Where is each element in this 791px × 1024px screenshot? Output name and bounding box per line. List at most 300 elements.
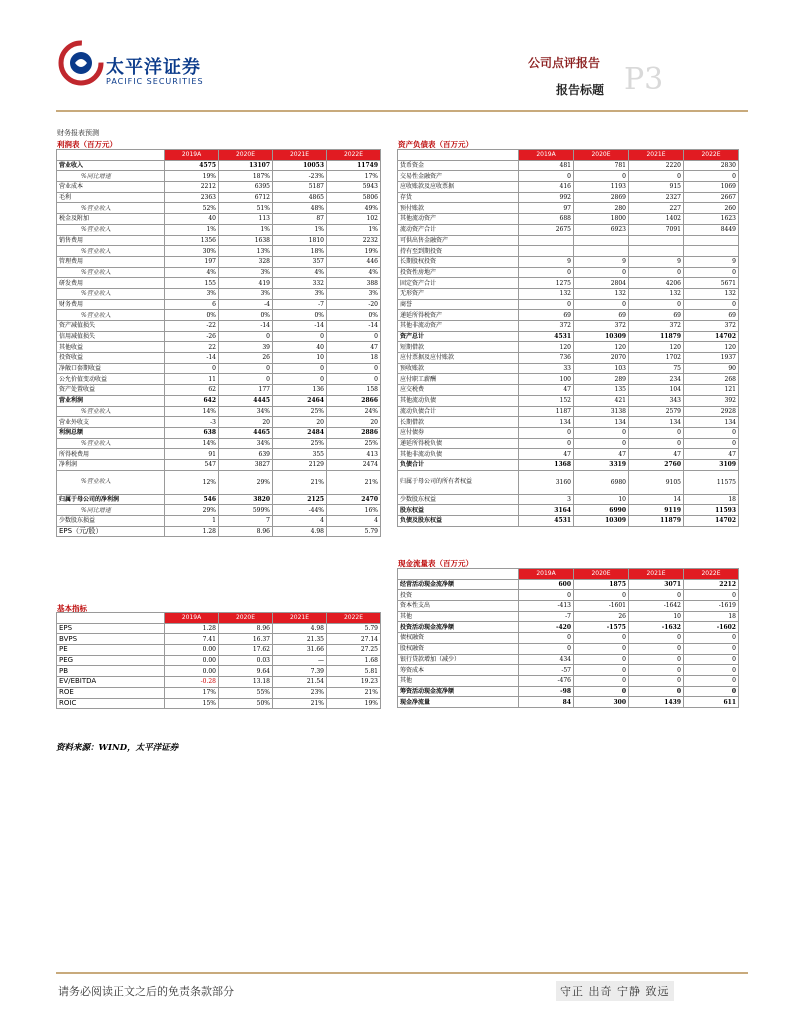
table-row xyxy=(398,385,739,396)
row-value: 18 xyxy=(684,494,739,505)
row-value: 3% xyxy=(273,288,327,299)
table-row xyxy=(398,203,739,214)
table-row xyxy=(398,310,739,321)
row-value: 197 xyxy=(165,256,219,267)
row-value: -14 xyxy=(219,321,273,332)
row-value: 5943 xyxy=(327,182,381,193)
row-value: 0 xyxy=(574,171,629,182)
page-number: P3 xyxy=(624,62,664,97)
row-label: 销售费用 xyxy=(57,235,165,246)
row-value: -413 xyxy=(519,601,574,612)
row-value: 132 xyxy=(629,288,684,299)
table-row xyxy=(398,406,739,417)
row-value xyxy=(574,235,629,246)
table-row xyxy=(398,331,739,342)
row-value: 18% xyxy=(273,246,327,257)
row-value: 1810 xyxy=(273,235,327,246)
row-value: 2869 xyxy=(574,192,629,203)
table-row xyxy=(57,687,381,698)
logo-chinese-name: 太平洋证券 xyxy=(106,57,201,78)
row-value: 0 xyxy=(629,267,684,278)
row-value: 0 xyxy=(574,654,629,665)
row-label: 资产减值损失 xyxy=(57,321,165,332)
row-value: 50% xyxy=(219,698,273,709)
row-value: 47 xyxy=(574,449,629,460)
table-row xyxy=(57,256,381,267)
row-value: 1193 xyxy=(574,182,629,193)
row-label: 预付账款 xyxy=(398,203,519,214)
row-value: 688 xyxy=(519,214,574,225)
row-value: 1.28 xyxy=(165,526,219,537)
row-value: 13.18 xyxy=(219,677,273,688)
row-value: 3% xyxy=(327,288,381,299)
row-value: 155 xyxy=(165,278,219,289)
row-value: 781 xyxy=(574,160,629,171)
table-header-row xyxy=(57,613,381,624)
table-row xyxy=(57,655,381,666)
row-value: 300 xyxy=(574,697,629,708)
row-label: 投资收益 xyxy=(57,353,165,364)
row-label: 其他 xyxy=(398,611,519,622)
row-value: 7 xyxy=(219,516,273,527)
row-value: 0.00 xyxy=(165,645,219,656)
row-label: 利润总额 xyxy=(57,427,165,438)
column-header: 2021E xyxy=(629,150,684,161)
row-value: 11 xyxy=(165,374,219,385)
cashflow-title: 现金流量表（百万元） xyxy=(398,559,473,568)
column-header: 2022E xyxy=(684,569,739,580)
row-label: %营业收入 xyxy=(57,288,165,299)
row-label: %营业收入 xyxy=(57,310,165,321)
row-value: 372 xyxy=(519,321,574,332)
row-value: 992 xyxy=(519,192,574,203)
row-value: 4575 xyxy=(165,160,219,171)
row-value: 10 xyxy=(273,353,327,364)
row-value: 20 xyxy=(327,417,381,428)
row-label: 投资性房地产 xyxy=(398,267,519,278)
row-label: 资产总计 xyxy=(398,331,519,342)
table-row xyxy=(398,665,739,676)
row-label: PE xyxy=(57,645,165,656)
row-value: 7.41 xyxy=(165,634,219,645)
row-value: 14702 xyxy=(684,331,739,342)
row-value: 392 xyxy=(684,395,739,406)
table-row xyxy=(398,267,739,278)
row-label: %同比增速 xyxy=(57,505,165,516)
row-value: 4% xyxy=(273,267,327,278)
footer-motto: 守正 出奇 宁静 致远 xyxy=(556,981,674,1001)
row-value: -20 xyxy=(327,299,381,310)
row-value: 47 xyxy=(519,385,574,396)
row-label: 股权融资 xyxy=(398,643,519,654)
row-value: 4 xyxy=(273,516,327,527)
report-title: 报告标题 xyxy=(556,83,605,97)
row-label: EPS xyxy=(57,623,165,634)
row-value: 4.98 xyxy=(273,526,327,537)
table-row xyxy=(57,505,381,516)
column-header: 2019A xyxy=(519,150,574,161)
row-value: 1702 xyxy=(629,353,684,364)
row-value: 47 xyxy=(684,449,739,460)
row-value: 1937 xyxy=(684,353,739,364)
table-row xyxy=(398,643,739,654)
row-value: 20 xyxy=(273,417,327,428)
row-value: 0 xyxy=(574,643,629,654)
row-value: 0 xyxy=(684,686,739,697)
row-value: 2886 xyxy=(327,427,381,438)
row-label: %营业收入 xyxy=(57,203,165,214)
row-value: 21.54 xyxy=(273,677,327,688)
row-value: 6395 xyxy=(219,182,273,193)
table-row xyxy=(57,288,381,299)
row-label: 流动资产合计 xyxy=(398,224,519,235)
row-label: 营业外收支 xyxy=(57,417,165,428)
row-value: 1069 xyxy=(684,182,739,193)
row-value: 0 xyxy=(574,665,629,676)
row-value: -1602 xyxy=(684,622,739,633)
row-value: -22 xyxy=(165,321,219,332)
row-value: 3164 xyxy=(519,505,574,516)
row-value: 0 xyxy=(629,643,684,654)
row-value: -14 xyxy=(273,321,327,332)
row-value: 104 xyxy=(629,385,684,396)
row-value: 11879 xyxy=(629,516,684,527)
row-label: ROE xyxy=(57,687,165,698)
row-label: 其他流动资产 xyxy=(398,214,519,225)
row-label: 营业收入 xyxy=(57,160,165,171)
row-value: 40 xyxy=(273,342,327,353)
table-row xyxy=(57,526,381,537)
row-label: %营业收入 xyxy=(57,406,165,417)
table-row xyxy=(57,363,381,374)
row-label: PB xyxy=(57,666,165,677)
row-value: 0 xyxy=(684,665,739,676)
table-row xyxy=(398,494,739,505)
row-value: 31.66 xyxy=(273,645,327,656)
row-value: 1402 xyxy=(629,214,684,225)
row-value: 413 xyxy=(327,449,381,460)
row-value: 120 xyxy=(629,342,684,353)
table-row xyxy=(57,470,381,494)
row-value: 6 xyxy=(165,299,219,310)
row-value: 22 xyxy=(165,342,219,353)
table-row xyxy=(398,590,739,601)
row-value: 14 xyxy=(629,494,684,505)
row-label: %营业收入 xyxy=(57,267,165,278)
row-value: 21.35 xyxy=(273,634,327,645)
row-value: 19% xyxy=(327,246,381,257)
row-value: 187% xyxy=(219,171,273,182)
row-value: 69 xyxy=(684,310,739,321)
row-value: 29% xyxy=(165,505,219,516)
row-value: 25% xyxy=(327,438,381,449)
table-header-row xyxy=(57,150,381,161)
row-value: 1356 xyxy=(165,235,219,246)
row-value: 1% xyxy=(327,224,381,235)
row-value: 1.68 xyxy=(327,655,381,666)
row-label: 负债及股东权益 xyxy=(398,516,519,527)
row-value: 135 xyxy=(574,385,629,396)
row-value: 1875 xyxy=(574,579,629,590)
row-value: 0 xyxy=(629,665,684,676)
row-value: 599% xyxy=(219,505,273,516)
row-value: 120 xyxy=(519,342,574,353)
row-label: PEG xyxy=(57,655,165,666)
row-value: 87 xyxy=(273,214,327,225)
row-label: 税金及附加 xyxy=(57,214,165,225)
table-row xyxy=(398,438,739,449)
row-value: 0 xyxy=(574,686,629,697)
row-value: 2579 xyxy=(629,406,684,417)
row-value: 26 xyxy=(219,353,273,364)
row-label: 应付职工薪酬 xyxy=(398,374,519,385)
row-value: 0 xyxy=(629,590,684,601)
table-row xyxy=(57,459,381,470)
row-value: 0 xyxy=(519,438,574,449)
row-value: -57 xyxy=(519,665,574,676)
row-label: 递延所得税负债 xyxy=(398,438,519,449)
table-row xyxy=(57,438,381,449)
row-value: 21% xyxy=(327,687,381,698)
row-value: 27.25 xyxy=(327,645,381,656)
row-label: 少数股东权益 xyxy=(398,494,519,505)
row-value xyxy=(629,235,684,246)
row-value: 0 xyxy=(684,299,739,310)
row-value: 69 xyxy=(629,310,684,321)
row-value: 2125 xyxy=(273,494,327,505)
table-row xyxy=(398,353,739,364)
row-value: 0.00 xyxy=(165,655,219,666)
table-header-row xyxy=(398,150,739,161)
row-value: 0 xyxy=(519,643,574,654)
row-value: 1% xyxy=(219,224,273,235)
row-value: 2866 xyxy=(327,395,381,406)
table-row xyxy=(398,171,739,182)
row-label: 长期股权投资 xyxy=(398,256,519,267)
row-value: 9 xyxy=(684,256,739,267)
table-row xyxy=(398,363,739,374)
row-value: 4531 xyxy=(519,516,574,527)
table-row xyxy=(57,331,381,342)
row-value xyxy=(574,246,629,257)
row-label: 现金净流量 xyxy=(398,697,519,708)
table-row xyxy=(398,601,739,612)
row-value: 0.00 xyxy=(165,666,219,677)
row-value: 6923 xyxy=(574,224,629,235)
table-row xyxy=(398,611,739,622)
row-value: 3160 xyxy=(519,470,574,494)
table-row xyxy=(398,246,739,257)
row-value: 4531 xyxy=(519,331,574,342)
row-value: 372 xyxy=(684,321,739,332)
row-label: %营业收入 xyxy=(57,438,165,449)
table-row xyxy=(57,516,381,527)
row-value: 2830 xyxy=(684,160,739,171)
row-value xyxy=(519,235,574,246)
row-value: 9.64 xyxy=(219,666,273,677)
row-value: 2327 xyxy=(629,192,684,203)
row-value: -0.28 xyxy=(165,677,219,688)
row-value: 372 xyxy=(574,321,629,332)
row-value: 23% xyxy=(273,687,327,698)
table-row xyxy=(57,342,381,353)
table-row xyxy=(57,321,381,332)
column-header: 2020E xyxy=(574,569,629,580)
row-value: 3% xyxy=(219,267,273,278)
row-label: 公允价值变动收益 xyxy=(57,374,165,385)
row-label: 应付债券 xyxy=(398,427,519,438)
row-value: -23% xyxy=(273,171,327,182)
row-value: 0 xyxy=(574,633,629,644)
row-value: 13% xyxy=(219,246,273,257)
row-value: 611 xyxy=(684,697,739,708)
row-label: 递延所得税资产 xyxy=(398,310,519,321)
row-value: 0 xyxy=(273,374,327,385)
row-value: -7 xyxy=(273,299,327,310)
row-value: 6990 xyxy=(574,505,629,516)
row-label: 净利润 xyxy=(57,459,165,470)
row-value: 446 xyxy=(327,256,381,267)
row-value: 10309 xyxy=(574,331,629,342)
column-header: 2022E xyxy=(684,150,739,161)
table-row xyxy=(57,645,381,656)
row-value: 4 xyxy=(327,516,381,527)
table-row xyxy=(398,214,739,225)
column-header: 2020E xyxy=(574,150,629,161)
row-value: 1275 xyxy=(519,278,574,289)
row-value: 30% xyxy=(165,246,219,257)
row-value: 3% xyxy=(219,288,273,299)
footer-divider xyxy=(56,972,748,974)
table-row xyxy=(57,677,381,688)
header-blank-cell xyxy=(398,569,519,580)
table-row xyxy=(398,395,739,406)
table-row xyxy=(398,697,739,708)
row-value: 7091 xyxy=(629,224,684,235)
table-row xyxy=(398,321,739,332)
table-row xyxy=(398,675,739,686)
table-row xyxy=(398,235,739,246)
table-row xyxy=(57,666,381,677)
row-value: 51% xyxy=(219,203,273,214)
row-value xyxy=(684,246,739,257)
row-value: 2212 xyxy=(165,182,219,193)
row-value: 15% xyxy=(165,698,219,709)
row-value: 18 xyxy=(327,353,381,364)
table-row xyxy=(57,235,381,246)
row-value: 69 xyxy=(519,310,574,321)
table-row xyxy=(57,310,381,321)
table-row xyxy=(398,192,739,203)
row-value: 0 xyxy=(574,267,629,278)
row-label: 应交税费 xyxy=(398,385,519,396)
row-value: 260 xyxy=(684,203,739,214)
row-value: 0 xyxy=(519,590,574,601)
table-row xyxy=(398,449,739,460)
row-value: -1601 xyxy=(574,601,629,612)
row-value: 10309 xyxy=(574,516,629,527)
logo-emblem-icon xyxy=(58,40,104,86)
row-label: EV/EBITDA xyxy=(57,677,165,688)
row-value: 1% xyxy=(273,224,327,235)
logo-english-name: PACIFIC SECURITIES xyxy=(106,77,204,86)
row-label: 应付票据及应付账款 xyxy=(398,353,519,364)
row-value: 1.28 xyxy=(165,623,219,634)
row-value: 0 xyxy=(519,171,574,182)
column-header: 2019A xyxy=(165,613,219,624)
row-value: -44% xyxy=(273,505,327,516)
row-value: 0 xyxy=(574,427,629,438)
row-value: 27.14 xyxy=(327,634,381,645)
table-row xyxy=(398,342,739,353)
row-value: 90 xyxy=(684,363,739,374)
row-value: 0 xyxy=(684,438,739,449)
row-label: %同比增速 xyxy=(57,171,165,182)
row-value: 3% xyxy=(165,288,219,299)
row-label: EPS（元/股） xyxy=(57,526,165,537)
row-value: 134 xyxy=(684,417,739,428)
row-label: 银行贷款增加（减少） xyxy=(398,654,519,665)
row-value xyxy=(519,246,574,257)
row-value: 1187 xyxy=(519,406,574,417)
row-value: 0% xyxy=(165,310,219,321)
row-value: 0% xyxy=(327,310,381,321)
row-value: 5806 xyxy=(327,192,381,203)
row-label: 信用减值损失 xyxy=(57,331,165,342)
table-row xyxy=(398,224,739,235)
row-value: 2363 xyxy=(165,192,219,203)
row-label: %营业收入 xyxy=(57,470,165,494)
row-label: 短期借款 xyxy=(398,342,519,353)
row-value: 3820 xyxy=(219,494,273,505)
row-value: 2232 xyxy=(327,235,381,246)
table-row xyxy=(398,417,739,428)
table-row xyxy=(57,246,381,257)
row-value: 5.81 xyxy=(327,666,381,677)
header-blank-cell xyxy=(57,613,165,624)
row-value: 419 xyxy=(219,278,273,289)
table-row xyxy=(57,623,381,634)
row-value: -1619 xyxy=(684,601,739,612)
row-value: 0 xyxy=(629,633,684,644)
row-value: 55% xyxy=(219,687,273,698)
row-value: 11575 xyxy=(684,470,739,494)
row-value: 1% xyxy=(165,224,219,235)
data-source: 资料来源：WIND，太平洋证券 xyxy=(56,743,179,753)
company-logo xyxy=(58,40,218,100)
table-row xyxy=(57,214,381,225)
table-row xyxy=(57,698,381,709)
row-label: 其他收益 xyxy=(57,342,165,353)
row-value: 3 xyxy=(519,494,574,505)
row-value: -1632 xyxy=(629,622,684,633)
row-value: 2804 xyxy=(574,278,629,289)
row-value: 547 xyxy=(165,459,219,470)
row-value: -7 xyxy=(519,611,574,622)
row-value: — xyxy=(273,655,327,666)
row-value: 638 xyxy=(165,427,219,438)
row-value: 0 xyxy=(684,643,739,654)
table-row xyxy=(398,686,739,697)
indicators-table xyxy=(56,612,381,709)
row-label: 归属于母公司的所有者权益 xyxy=(398,470,519,494)
table-row xyxy=(398,622,739,633)
table-row xyxy=(57,267,381,278)
row-value: 0 xyxy=(629,686,684,697)
row-value: 17.62 xyxy=(219,645,273,656)
column-header: 2021E xyxy=(273,150,327,161)
row-value: 0 xyxy=(219,374,273,385)
